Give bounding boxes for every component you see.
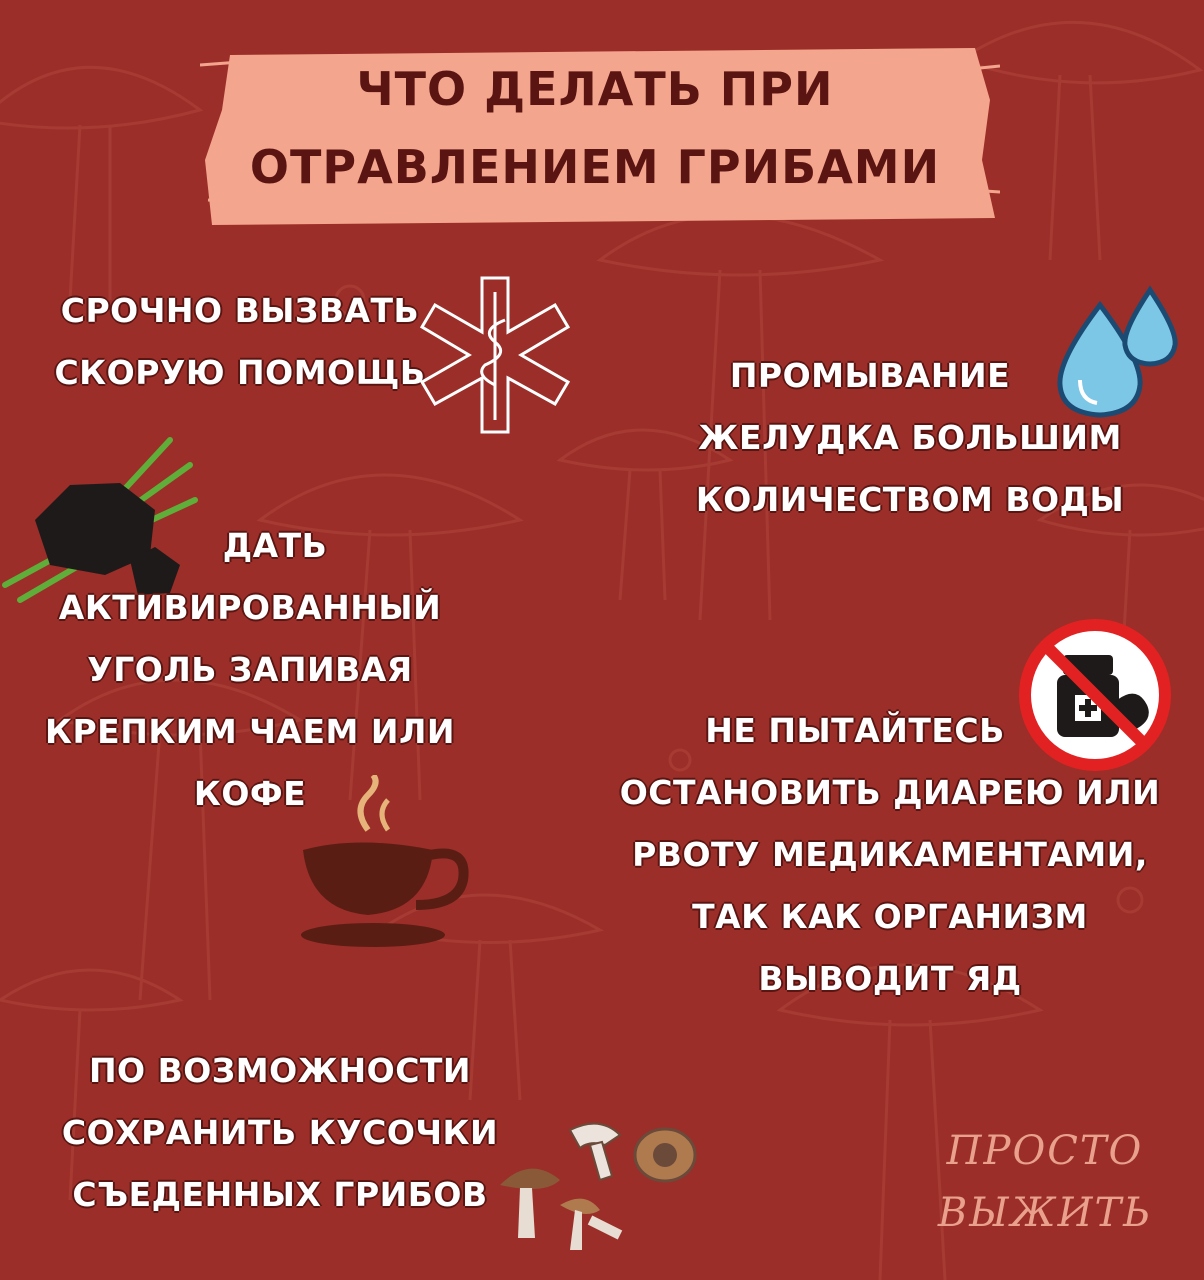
tip-line: КОЛИЧЕСТВОМ ВОДЫ	[695, 480, 1125, 519]
tip-line: АКТИВИРОВАННЫЙ	[58, 588, 442, 627]
page-title	[230, 50, 960, 206]
tip-line: ЖЕЛУДКА БОЛЬШИМ	[698, 418, 1122, 457]
tip-line: ПО ВОЗМОЖНОСТИ	[88, 1051, 472, 1090]
tip-call-ambulance	[50, 280, 430, 404]
tip-line: РВОТУ МЕДИКАМЕНТАМИ,	[632, 835, 1148, 874]
tip-line: ДАТЬ	[222, 526, 328, 565]
tip-line: КРЕПКИМ ЧАЕМ ИЛИ	[45, 712, 455, 751]
water-drops-icon	[1052, 285, 1182, 420]
signature	[930, 1120, 1160, 1244]
star-of-life-icon	[410, 270, 580, 440]
tip-line: ТАК КАК ОРГАНИЗМ	[692, 897, 1088, 936]
title-line-1: ЧТО ДЕЛАТЬ ПРИ	[356, 62, 834, 116]
tip-line: СЪЕДЕННЫХ ГРИБОВ	[72, 1175, 488, 1214]
signature-line-1: ПРОСТО	[946, 1128, 1144, 1174]
tip-line: СКОРУЮ ПОМОЩЬ	[54, 353, 426, 392]
tip-line: ОСТАНОВИТЬ ДИАРЕЮ ИЛИ	[619, 773, 1161, 812]
mushrooms-icon	[490, 1110, 700, 1255]
no-pills-icon	[1015, 615, 1175, 775]
tip-line: ПРОМЫВАНИЕ	[729, 356, 1011, 395]
tip-keep-samples	[40, 1040, 520, 1226]
tip-line: КОФЕ	[193, 774, 307, 813]
coffee-cup-icon	[298, 775, 478, 950]
tip-line: СРОЧНО ВЫЗВАТЬ	[60, 291, 420, 330]
tip-line: УГОЛЬ ЗАПИВАЯ	[87, 650, 413, 689]
title-line-2: ОТРАВЛЕНИЕМ ГРИБАМИ	[249, 140, 941, 194]
tip-line: НЕ ПЫТАЙТЕСЬ	[705, 711, 1005, 750]
tip-line: ВЫВОДИТ ЯД	[758, 959, 1022, 998]
signature-line-2: ВЫЖИТЬ	[937, 1190, 1153, 1236]
tip-line: СОХРАНИТЬ КУСОЧКИ	[61, 1113, 499, 1152]
